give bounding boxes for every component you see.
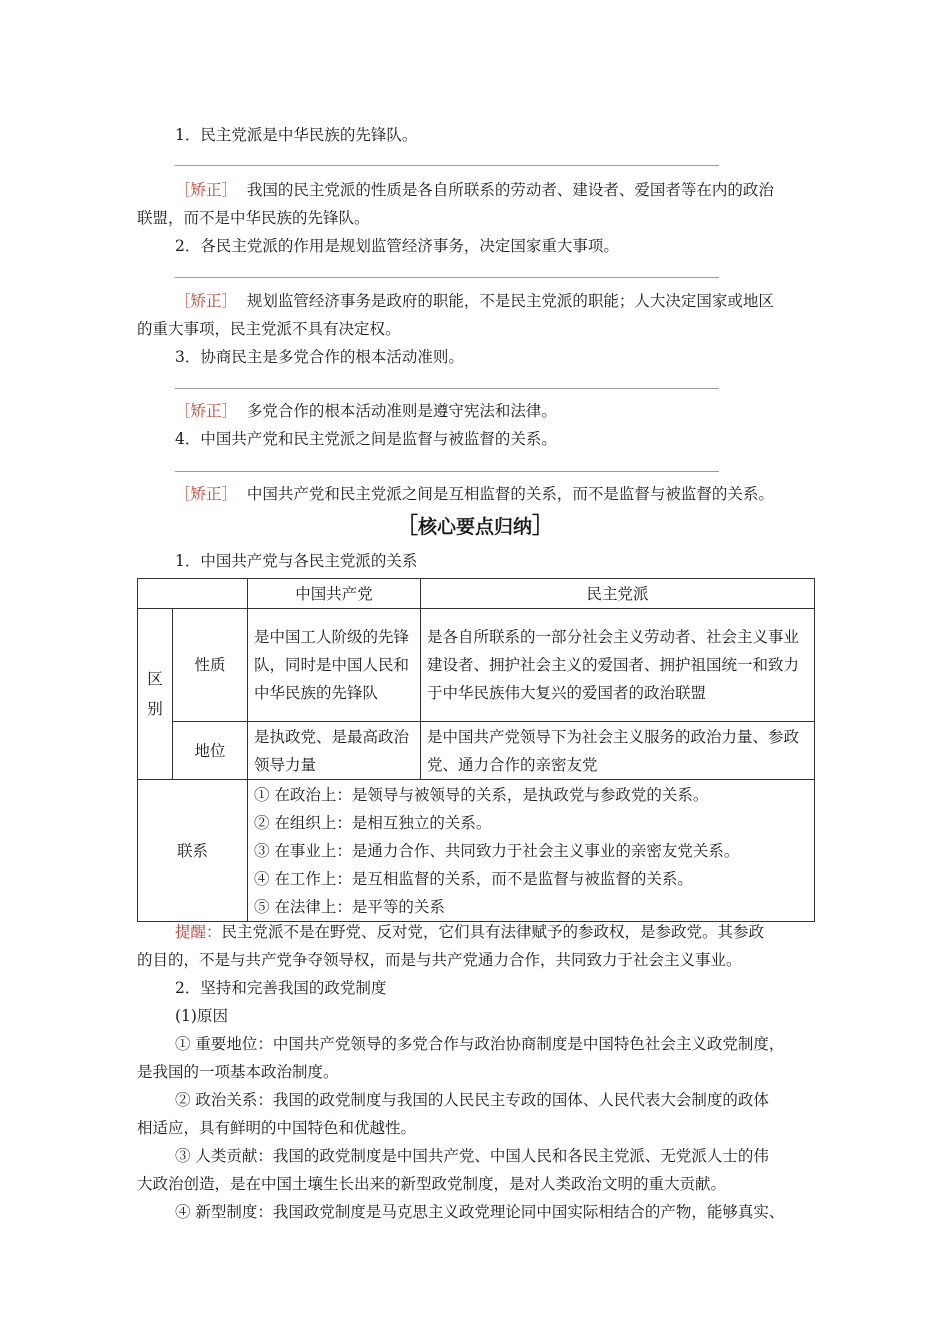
correction-2	[175, 290, 774, 312]
section-heading	[0, 514, 950, 540]
answer-line-3	[175, 388, 719, 389]
table-row-status	[138, 722, 815, 780]
reminder-label: 提醒：	[175, 923, 222, 941]
cell-connection-label: 联系	[138, 780, 248, 922]
reason-3: ③ 人类贡献：我国的政党制度是中国共产党、中国人民和各民主党派、无党派人士的伟	[175, 1147, 769, 1165]
correction-text: 规划监管经济事务是政府的职能，不是民主党派的职能；人大决定国家或地区	[246, 292, 774, 310]
connection-item: ⑤ 在法律上：是平等的关系	[254, 897, 445, 916]
answer-line-4	[175, 471, 719, 472]
connection-item: ② 在组织上：是相互独立的关系。	[254, 813, 492, 832]
reason-2-cont: 相适应，具有鲜明的中国特色和优越性。	[137, 1119, 417, 1137]
difference-char-2: 别	[147, 700, 163, 718]
cell-nature-label: 性质	[173, 609, 248, 722]
reason-1-cont: 是我国的一项基本政治制度。	[137, 1063, 339, 1081]
cell-nature-cpc: 是中国工人阶级的先锋队，同时是中国人民和中华民族的先锋队	[248, 609, 421, 722]
part2-title: 2．坚持和完善我国的政党制度	[175, 979, 387, 997]
difference-char-1: 区	[147, 670, 163, 688]
table-row-connection	[138, 780, 815, 922]
correction-tag: ［矫正］	[175, 485, 238, 503]
reason-2: ② 政治关系：我国的政党制度与我国的人民民主专政的国体、人民代表大会制度的政体	[175, 1091, 769, 1109]
connection-item: ④ 在工作上：是互相监督的关系，而不是监督与被监督的关系。	[254, 869, 693, 888]
correction-tag: ［矫正］	[175, 292, 238, 310]
correction-text: 中国共产党和民主党派之间是互相监督的关系，而不是监督与被监督的关系。	[246, 485, 774, 503]
correction-3	[175, 400, 557, 422]
table-title: 1．中国共产党与各民主党派的关系	[175, 552, 418, 570]
cell-status-cpc: 是执政党、是最高政治领导力量	[248, 722, 421, 780]
cell-status-label: 地位	[173, 722, 248, 780]
reason-3-cont: 大政治创造，是在中国土壤生长出来的新型政党制度，是对人类政治文明的重大贡献。	[137, 1175, 727, 1193]
error-question-3: 3．协商民主是多党合作的根本活动准则。	[175, 348, 464, 366]
reason-1: ① 重要地位：中国共产党领导的多党合作与政治协商制度是中国特色社会主义政党制度，	[175, 1035, 785, 1053]
correction-1-cont: 联盟，而不是中华民族的先锋队。	[137, 209, 370, 227]
header-empty	[138, 579, 248, 609]
header-cpc: 中国共产党	[248, 579, 421, 609]
cell-connection-content	[248, 780, 815, 922]
cell-difference	[138, 609, 173, 780]
error-question-1: 1．民主党派是中华民族的先锋队。	[175, 126, 418, 144]
reminder-text: 民主党派不是在野党、反对党，它们具有法律赋予的参政权，是参政党。其参政	[221, 923, 765, 941]
reminder-cont: 的目的，不是与共产党争夺领导权，而是与共产党通力合作，共同致力于社会主义事业。	[137, 951, 742, 969]
connection-item: ③ 在事业上：是通力合作、共同致力于社会主义事业的亲密友党关系。	[254, 841, 740, 860]
table-header-row	[138, 579, 815, 609]
answer-line-2	[175, 277, 719, 278]
correction-1	[175, 179, 774, 201]
cell-status-dp: 是中国共产党领导下为社会主义服务的政治力量、参政党、通力合作的亲密友党	[421, 722, 815, 780]
table-row-nature	[138, 609, 815, 722]
correction-text: 我国的民主党派的性质是各自所联系的劳动者、建设者、爱国者等在内的政治	[246, 181, 774, 199]
relationship-table	[137, 578, 815, 922]
reason-4: ④ 新型制度：我国政党制度是马克思主义政党理论同中国实际相结合的产物，能够真实、	[175, 1203, 785, 1221]
correction-tag: ［矫正］	[175, 181, 238, 199]
bracket-left: ［	[395, 514, 418, 539]
connection-item: ① 在政治上：是领导与被领导的关系，是执政党与参政党的关系。	[254, 785, 709, 804]
reminder	[175, 921, 764, 943]
correction-4	[175, 483, 774, 505]
part2-subtitle: (1)原因	[175, 1007, 228, 1025]
cell-nature-dp: 是各自所联系的一部分社会主义劳动者、社会主义事业建设者、拥护社会主义的爱国者、拥护祖国统一和致力于中华民族伟大复兴的爱国者的政治联盟	[421, 609, 815, 722]
correction-tag: ［矫正］	[175, 402, 238, 420]
answer-line-1	[175, 165, 719, 166]
error-question-4: 4．中国共产党和民主党派之间是监督与被监督的关系。	[175, 430, 557, 448]
error-question-2: 2．各民主党派的作用是规划监管经济事务，决定国家重大事项。	[175, 237, 619, 255]
bracket-right: ］	[532, 514, 555, 539]
correction-text: 多党合作的根本活动准则是遵守宪法和法律。	[246, 402, 557, 420]
section-title: 核心要点归纳	[417, 516, 532, 538]
header-dp: 民主党派	[421, 579, 815, 609]
correction-2-cont: 的重大事项，民主党派不具有决定权。	[137, 320, 401, 338]
